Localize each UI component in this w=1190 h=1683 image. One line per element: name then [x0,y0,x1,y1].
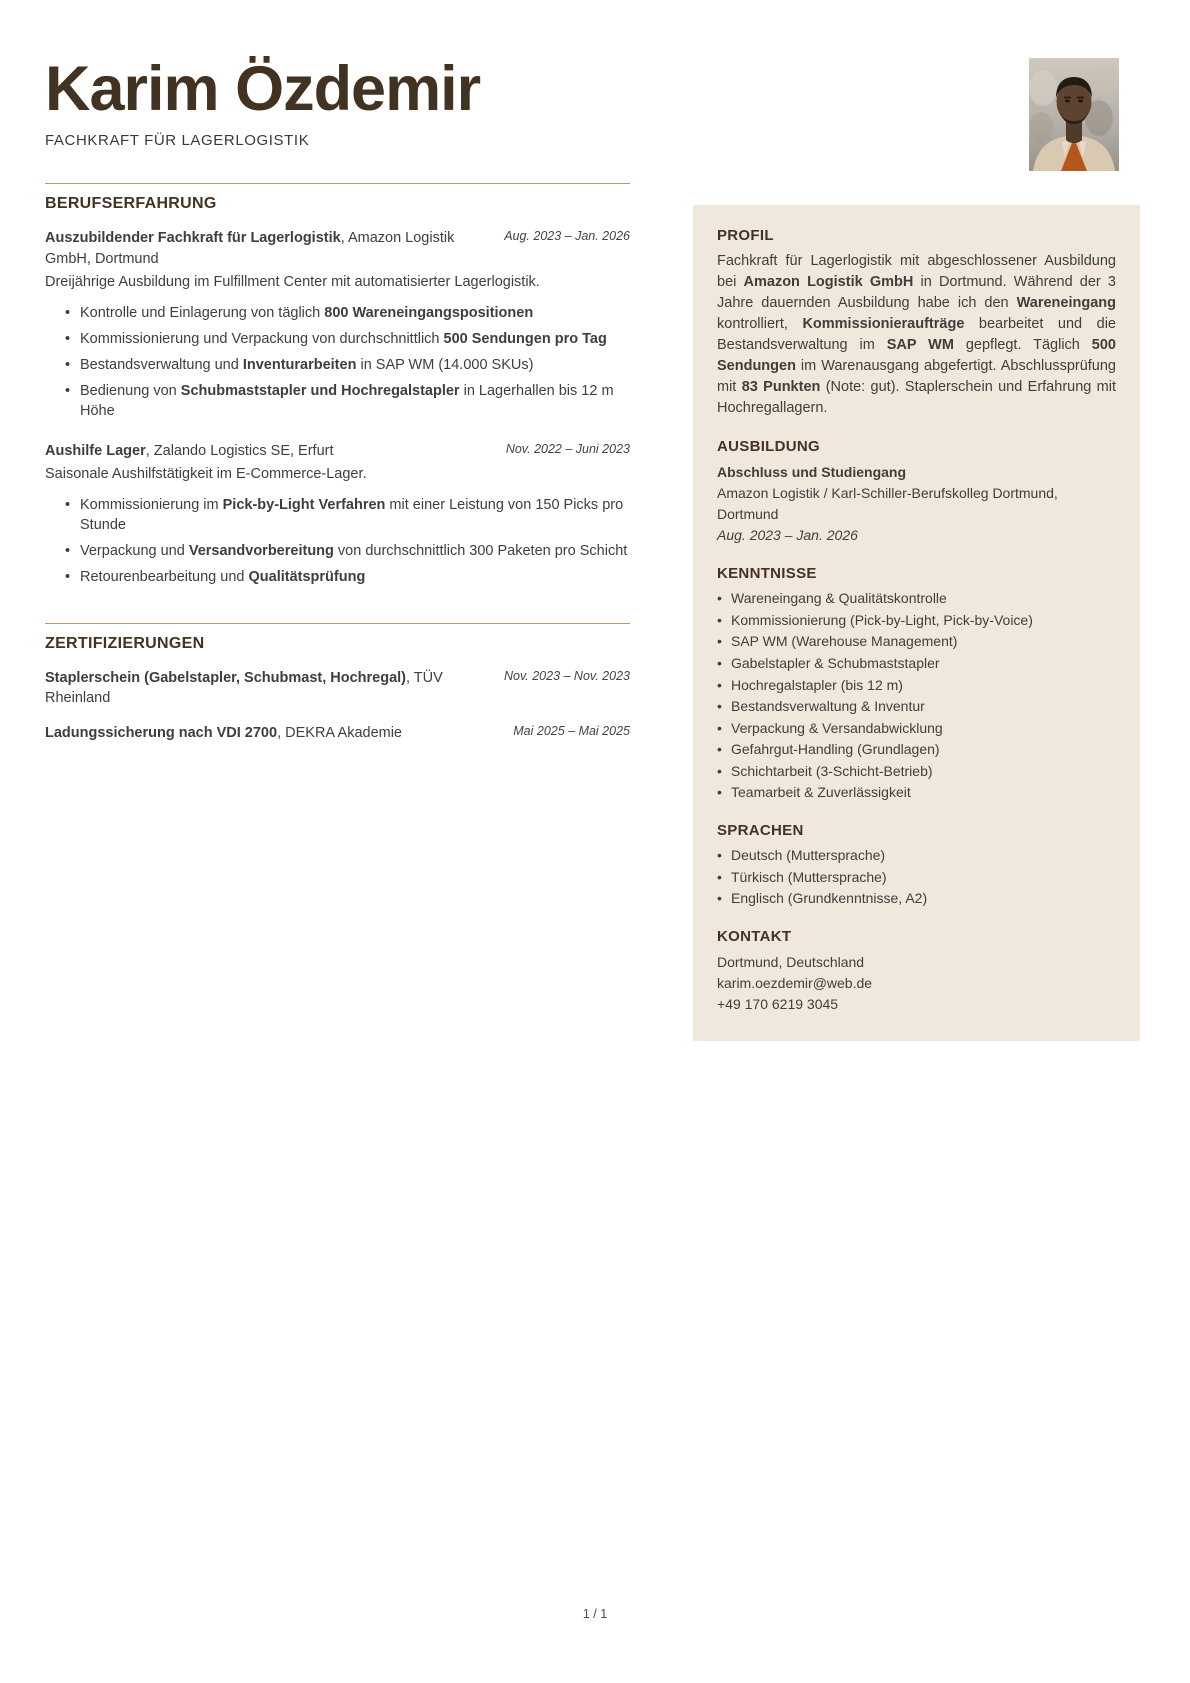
skill-item: • Gabelstapler & Schubmaststapler [717,654,1116,674]
profile-photo-image [1029,58,1119,171]
contact-phone: +49 170 6219 3045 [717,995,839,1012]
contact-location: Dortmund, Deutschland [717,953,865,970]
skill-item: • Hochregalstapler (bis 12 m) [717,676,1116,696]
languages-heading: SPRACHEN [717,822,804,840]
experience-entry-summary: Saisonale Aushilfstätigkeit im E-Commerce-Lager. [45,466,367,483]
skill-item: • Verpackung & Versandabwicklung [717,719,1116,739]
experience-entry-title: Aushilfe Lager, Zalando Logistics SE, Erfurt [45,442,334,459]
experience-entry [45,228,630,421]
experience-bullet: • Kommissionierung und Verpackung von durchschnittlich 500 Sendungen pro Tag [65,329,630,349]
skill-item: • Schichtarbeit (3-Schicht-Betrieb) [717,762,1116,782]
experience-bullet: • Verpackung und Versandvorbereitung von durchschnittlich 300 Paketen pro Schicht [65,541,630,561]
skill-item: • Bestandsverwaltung & Inventur [717,697,1116,717]
experience-entry-date: Aug. 2023 – Jan. 2026 [504,229,630,243]
education-degree: Abschluss und Studiengang [717,464,907,481]
skill-item: • Teamarbeit & Zuverlässigkeit [717,783,1116,803]
skills-heading: KENNTNISSE [717,565,817,583]
certification-entry [45,723,630,744]
language-item: • Deutsch (Muttersprache) [717,846,1116,866]
page-number: 1 / 1 [582,1607,608,1621]
experience-bullet: • Kommissionierung im Pick-by-Light Verfahren mit einer Leistung von 150 Picks pro Stunde [65,495,630,535]
experience-bullet: • Bestandsverwaltung und Inventurarbeiten in SAP WM (14.000 SKUs) [65,355,630,375]
education-section [717,438,1116,546]
experience-bullet: • Bedienung von Schubmaststapler und Hochregalstapler in Lagerhallen bis 12 m Höhe [65,381,630,421]
certifications-heading: ZERTIFIZIERUNGEN [45,634,205,652]
skill-item: • SAP WM (Warehouse Management) [717,632,1116,652]
experience-entry-date: Nov. 2022 – Juni 2023 [505,441,630,456]
contact-heading: KONTAKT [717,927,792,945]
resume-header [45,56,945,149]
experience-bullet-list [65,303,630,421]
section-divider [45,623,630,624]
certification-entry-title: Staplerschein (Gabelstapler, Schubmast, Hochregal), TÜV Rheinland [45,669,443,707]
skill-item: • Gefahrgut-Handling (Grundlagen) [717,740,1116,760]
education-date: Aug. 2023 – Jan. 2026 [717,527,858,544]
certification-entry-title: Ladungssicherung nach VDI 2700, DEKRA Akademie [45,725,402,742]
profile-section [717,227,1116,419]
certification-entry-date: Nov. 2023 – Nov. 2023 [503,668,630,683]
contact-section [717,928,1116,1015]
skills-section [717,565,1116,803]
experience-heading: BERUFSERFAHRUNG [45,195,217,212]
sidebar-panel [693,205,1140,1041]
skill-item: • Kommissionierung (Pick-by-Light, Pick-by-Voice) [717,611,1116,631]
job-title: FACHKRAFT FÜR LAGERLOGISTIK [45,132,310,150]
contact-email: karim.oezdemir@web.de [717,974,873,991]
profile-text: Fachkraft für Lagerlogistik mit abgeschlossener Ausbildung bei Amazon Logistik GmbH in Dortmund. Während der 3 Jahre dauernden Ausbildung habe ich den Wareneingang kontrolliert, Kommissionieraufträge bearbeitet und die Bestandsverwaltung im SAP WM gepflegt. Täglich 500 Sendungen im Warenausgang abgefertigt. Abschlussprüfung mit 83 Punkten (Note: gut). Staplerschein und Erfahrung mit Hochregallagern. [717,253,1117,417]
skill-item: • Wareneingang & Qualitätskontrolle [717,589,1116,609]
education-school: Amazon Logistik / Karl-Schiller-Berufskolleg Dortmund, Dortmund [717,485,1058,523]
skills-list [717,589,1116,803]
profile-heading: PROFIL [717,227,774,244]
experience-bullet: • Kontrolle und Einlagerung von täglich 800 Wareneingangspositionen [65,303,630,323]
certification-entry-date: Mai 2025 – Mai 2025 [513,724,630,739]
profile-photo [1029,58,1119,171]
experience-entry-title: Auszubildender Fachkraft für Lagerlogistik, Amazon Logistik GmbH, Dortmund [45,230,455,267]
section-divider [45,183,630,184]
certification-entry [45,668,630,709]
experience-bullet: • Retourenbearbeitung und Qualitätsprüfung [65,567,630,587]
languages-section [717,822,1116,909]
experience-entry-summary: Dreijährige Ausbildung im Fulfillment Center mit automatisierter Lagerlogistik. [45,274,540,291]
person-name: Karim Özdemir [45,54,481,124]
experience-bullet-list [65,495,630,587]
language-item: • Türkisch (Muttersprache) [717,868,1116,888]
certification-entry-head [45,723,630,744]
experience-entry-head [45,228,630,269]
certification-entry-head [45,668,630,709]
experience-entry-head [45,441,630,462]
language-item: • Englisch (Grundkenntnisse, A2) [717,889,1116,909]
certifications-section [45,623,630,744]
languages-list [717,846,1116,909]
experience-entry [45,441,630,587]
education-heading: AUSBILDUNG [717,438,820,456]
main-column [45,183,630,758]
